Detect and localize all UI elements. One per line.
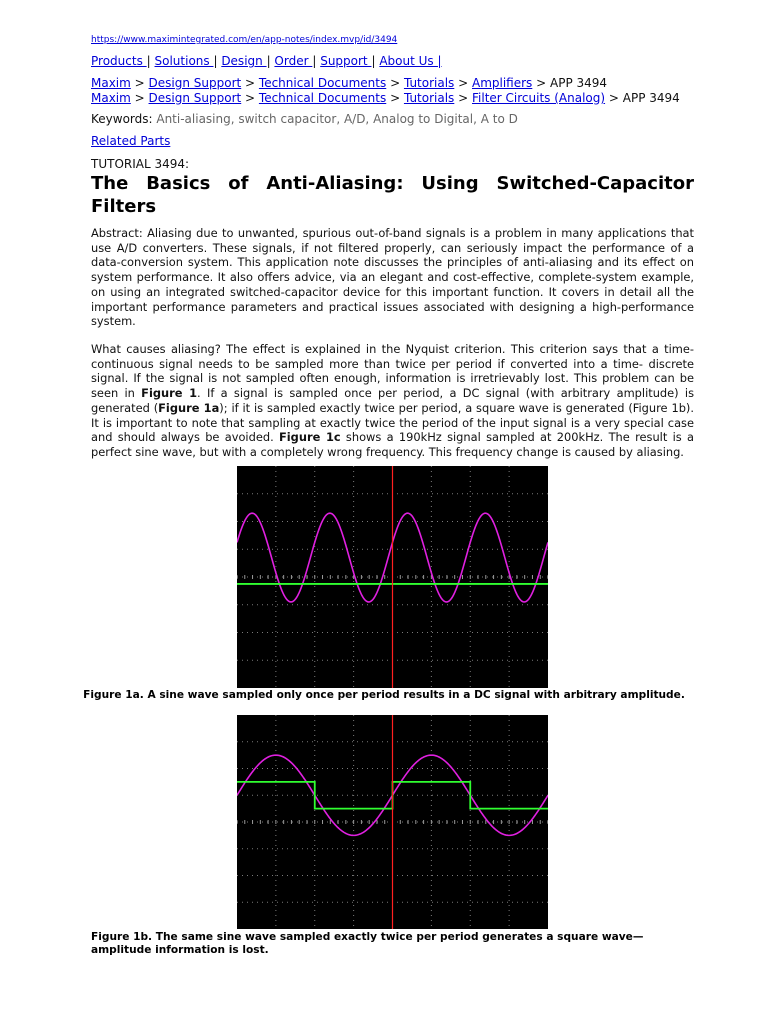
figure-1a-plot — [237, 466, 548, 688]
page-title: The Basics of Anti-Aliasing: Using Switched-Capacitor Filters — [91, 173, 694, 217]
body-paragraph — [91, 342, 694, 460]
keywords-value: Anti-aliasing, switch capacitor, A/D, Analog to Digital, A to D — [152, 112, 518, 126]
paragraph-text-2: . If a signal is sampled once per period, a DC signal (with arbitrary amplitude) is generated ( — [91, 386, 695, 415]
breadcrumb-link[interactable]: Maxim — [91, 76, 131, 90]
breadcrumb — [91, 76, 680, 91]
related-parts-link[interactable]: Related Parts — [91, 134, 171, 148]
figure-1b-plot — [237, 715, 548, 929]
tutorial-label: TUTORIAL 3494: — [91, 157, 190, 171]
breadcrumb-current: APP 3494 — [622, 91, 680, 105]
figure-1-ref: Figure 1 — [141, 386, 198, 401]
breadcrumb-link[interactable]: Technical Documents — [258, 76, 387, 90]
abstract-paragraph: Abstract: Aliasing due to unwanted, spurious out-of-band signals is a problem in many applications that use A/D converters. These signals, if not filtered properly, can seriously impact the performance of a data-conversion system. This application note discusses the principles of anti-aliasing and its effect on system performance. It also offers advice, via an elegant and cost-effective, complete-system example, on using an integrated switched-capacitor device for this important function. It covers in detail all the important performance parameters and practical issues associated with designing a high-performance system. — [91, 226, 694, 329]
breadcrumb-separator: > — [130, 91, 149, 105]
breadcrumb-separator: > — [605, 91, 623, 105]
figure-1b-caption: Figure 1b. The same sine wave sampled exactly twice per period generates a square wave—amplitude information is lost. — [91, 931, 644, 956]
nav-link-solutions[interactable]: Solutions — [154, 54, 214, 68]
breadcrumb-link[interactable]: Filter Circuits (Analog) — [472, 91, 606, 105]
nav-separator: | — [266, 54, 275, 68]
nav-link-products[interactable]: Products — [91, 54, 147, 68]
nav-link-design[interactable]: Design — [221, 54, 267, 68]
breadcrumb-link[interactable]: Amplifiers — [472, 76, 533, 90]
nav-link-order[interactable]: Order — [274, 54, 313, 68]
figure-1a-ref: Figure 1a — [158, 400, 220, 415]
breadcrumb-link[interactable]: Design Support — [148, 91, 242, 105]
breadcrumb-separator: > — [241, 91, 259, 105]
breadcrumb-separator: > — [241, 76, 259, 90]
nav-link-about-us[interactable]: About Us — [379, 54, 438, 68]
breadcrumb-link[interactable]: Tutorials — [403, 76, 455, 90]
breadcrumb — [91, 91, 680, 106]
figure-1b-scope — [237, 715, 548, 929]
breadcrumb-link[interactable]: Design Support — [148, 76, 242, 90]
breadcrumb-separator: > — [454, 91, 472, 105]
paragraph-text-4: shows a 190kHz signal sampled at 200kHz. The result is a perfect sine wave, but with a completely wrong frequency. This frequency change is caused by aliasing. — [91, 430, 694, 459]
keywords-label: Keywords: — [91, 112, 153, 126]
nav-separator: | — [146, 54, 155, 68]
top-nav — [91, 54, 442, 68]
breadcrumb-separator: > — [532, 76, 550, 90]
paragraph-text-1: What causes aliasing? The effect is explained in the Nyquist criterion. This criterion says that a time-continuous signal needs to be sampled more than twice per period if converted into a time- discrete signal. If the signal is not sampled often enough, information is irretrievably lost. This problem can be seen in — [91, 342, 694, 401]
breadcrumb-separator: > — [130, 76, 149, 90]
breadcrumb-current: APP 3494 — [550, 76, 608, 90]
nav-separator: | — [371, 54, 380, 68]
breadcrumb-separator: > — [454, 76, 472, 90]
nav-trailing-separator: | — [437, 54, 442, 68]
nav-separator: | — [213, 54, 222, 68]
breadcrumb-link[interactable]: Technical Documents — [258, 91, 387, 105]
figure-1a-scope — [237, 466, 548, 688]
nav-separator: | — [312, 54, 321, 68]
keywords-line — [91, 112, 518, 126]
breadcrumb-separator: > — [386, 91, 404, 105]
figure-1a-caption: Figure 1a. A sine wave sampled only once per period results in a DC signal with arbitrary amplitude. — [83, 689, 685, 701]
figure-1c-ref: Figure 1c — [279, 430, 341, 445]
breadcrumb-link[interactable]: Maxim — [91, 91, 131, 105]
nav-link-support[interactable]: Support — [320, 54, 372, 68]
breadcrumbs — [91, 76, 680, 106]
breadcrumb-separator: > — [386, 76, 404, 90]
breadcrumb-link[interactable]: Tutorials — [403, 91, 455, 105]
source-url-link[interactable]: https://www.maximintegrated.com/en/app-notes/index.mvp/id/3494 — [91, 35, 398, 45]
paragraph-text-3: ); if it is sampled exactly twice per period, a square wave is generated (Figure 1b). It is important to note that sampling at exactly twice the period of the input signal is a very special case and should always be avoided. — [91, 400, 694, 445]
